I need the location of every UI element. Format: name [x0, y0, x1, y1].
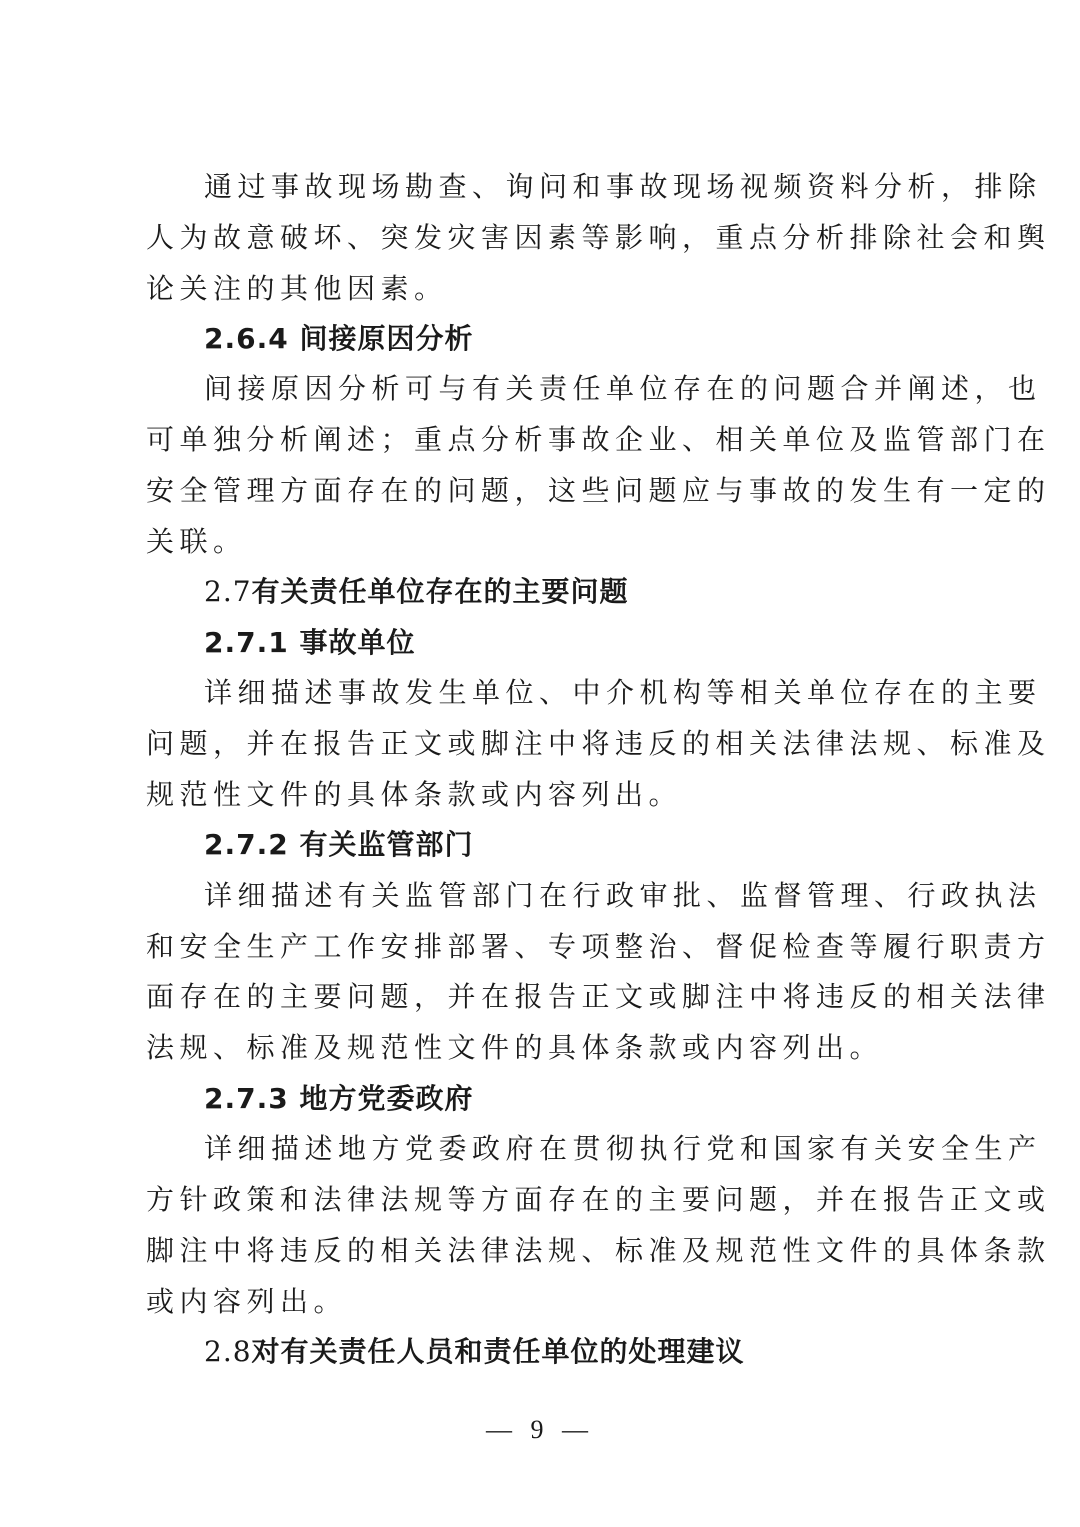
paragraph-line: 脚注中将违反的相关法律法规、标准及规范性文件的具体条款	[146, 1234, 1051, 1267]
paragraph-line: 通过事故现场勘查、询问和事故现场视频资料分析，排除	[204, 170, 1042, 203]
section-heading-2-7	[204, 567, 1004, 617]
page-number: — 9 —	[486, 1415, 594, 1444]
paragraph-line: 间接原因分析可与有关责任单位存在的问题合并阐述，也	[204, 372, 1042, 405]
paragraph-line: 面存在的主要问题，并在报告正文或脚注中将违反的相关法律	[146, 980, 1051, 1013]
paragraph-line: 或内容列出。	[146, 1285, 348, 1318]
paragraph-line: 法规、标准及规范性文件的具体条款或内容列出。	[146, 1031, 884, 1064]
paragraph-line: 详细描述事故发生单位、中介机构等相关单位存在的主要	[204, 676, 1042, 709]
paragraph-line: 关联。	[146, 525, 247, 558]
paragraph-line: 问题，并在报告正文或脚注中将违反的相关法律法规、标准及	[146, 727, 1051, 760]
section-heading-2-7-2: 2.7.2 有关监管部门	[204, 828, 474, 861]
paragraph-line: 论关注的其他因素。	[146, 272, 448, 305]
section-number: 2.7	[204, 575, 252, 608]
paragraph-line: 详细描述地方党委政府在贯彻执行党和国家有关安全生产	[204, 1132, 1042, 1165]
paragraph-line: 可单独分析阐述；重点分析事故企业、相关单位及监管部门在	[146, 423, 1051, 456]
section-heading-2-7-1: 2.7.1 事故单位	[204, 626, 416, 659]
paragraph-line: 方针政策和法律法规等方面存在的主要问题，并在报告正文或	[146, 1183, 1051, 1216]
section-heading-2-8	[204, 1327, 1004, 1377]
section-heading-2-6-4: 2.6.4 间接原因分析	[204, 322, 474, 355]
section-heading-2-7-3: 2.7.3 地方党委政府	[204, 1082, 474, 1115]
paragraph-line: 人为故意破坏、突发灾害因素等影响，重点分析排除社会和舆	[146, 221, 1051, 254]
section-title: 对有关责任人员和责任单位的处理建议	[251, 1335, 745, 1368]
paragraph-line: 规范性文件的具体条款或内容列出。	[146, 778, 683, 811]
paragraph-line: 和安全生产工作安排部署、专项整治、督促检查等履行职责方	[146, 930, 1051, 963]
section-number: 2.8	[204, 1335, 252, 1368]
paragraph-line: 安全管理方面存在的问题，这些问题应与事故的发生有一定的	[146, 474, 1051, 507]
section-title: 有关责任单位存在的主要问题	[251, 575, 629, 608]
paragraph-line: 详细描述有关监管部门在行政审批、监督管理、行政执法	[204, 879, 1042, 912]
